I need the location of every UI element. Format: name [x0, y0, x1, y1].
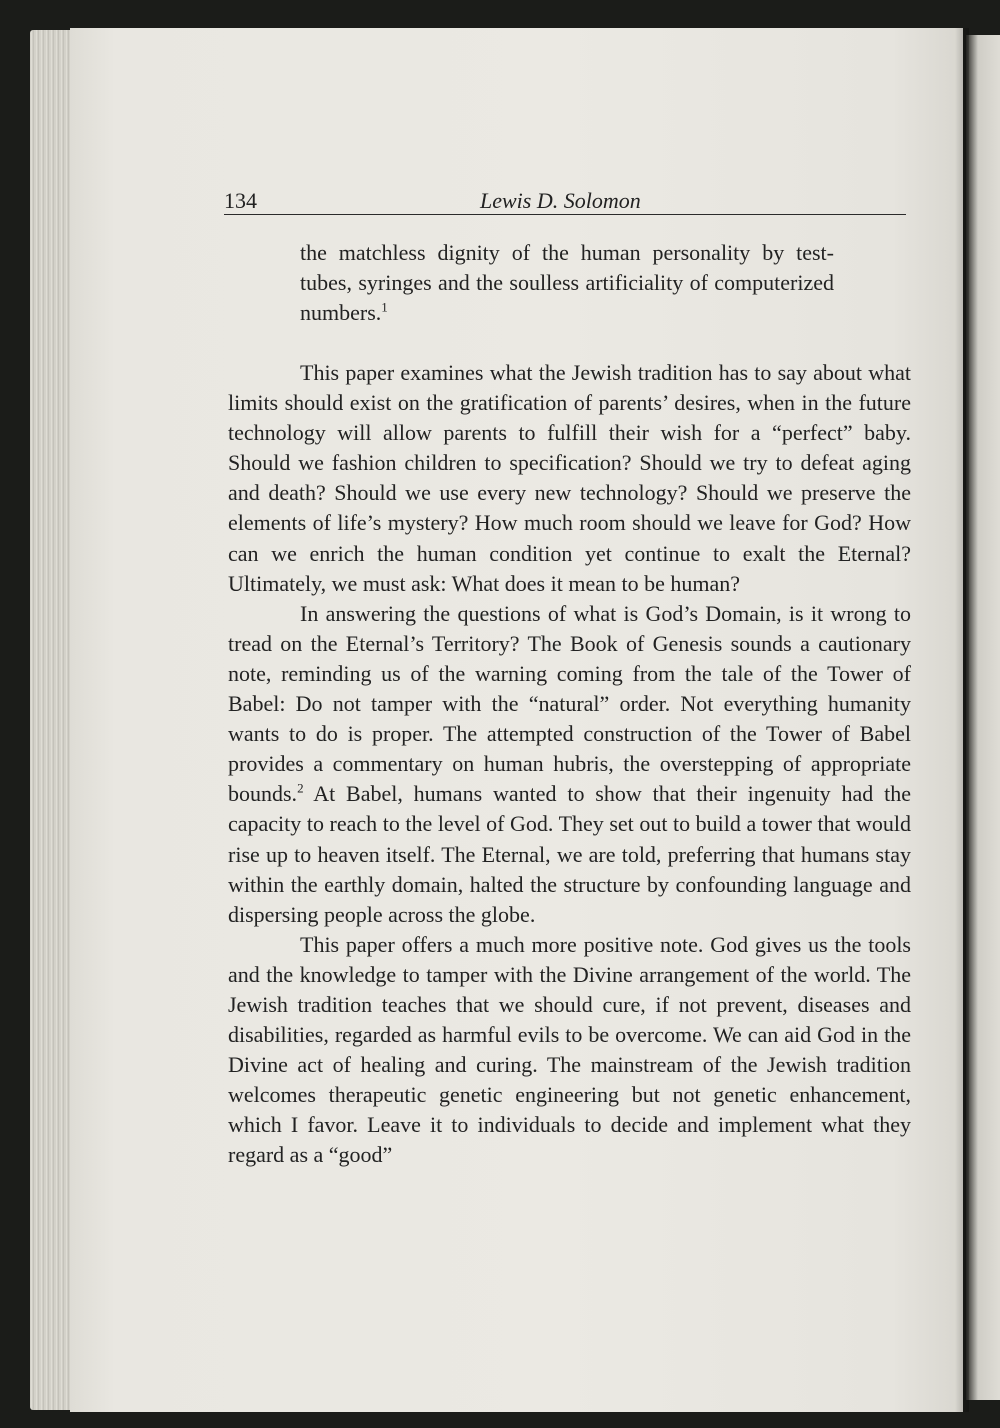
paragraph-3: This paper offers a much more positive note. God gives us the tools and the knowledge to tamper with the Divine arrangement of the world. The Jewish tradition teaches that we should cure, if not prevent, diseases and disabilities, regarded as harmful evils to be overcome. We can aid God in the Divine act of healing and curing. The mainstream of the Jewish tradition welcomes therapeutic genetic engineering but not genetic enhancement, which I favor. Leave it to individuals to decide and implement what they regard as a “good”: [228, 931, 911, 1168]
footnote-marker-2: 2: [297, 780, 304, 796]
footnote-marker-1: 1: [381, 299, 388, 315]
paragraph-1: This paper examines what the Jewish tradition has to say about what limits should exist on the gratification of parents’ desires, when in the future technology will allow parents to fulfill their wish for a “perfect” baby. Should we fashion children to specification? Should we try to defeat aging and death? Should we use every new technology? Should we preserve the elements of life’s mystery? How much room should we leave for God? How can we enrich the human condition yet continue to exalt the Eternal? Ultimately, we must ask: What does it mean to be human?: [228, 360, 911, 596]
block-quote-text: the matchless dignity of the human personality by test-tubes, syringes and the soulless artificiality of computerized numbers.: [300, 240, 834, 325]
page-header: [224, 188, 906, 215]
paragraph-2-text-before: In answering the questions of what is God’s Domain, is it wrong to tread on the Eternal’s Territory? The Book of Genesis sounds a cautionary note, reminding us of the warning coming from the tale of the Tower of Babel: Do not tamper with the “natural” order. Not everything humanity wants to do is proper. The attempted construction of the Tower of Babel provides a commentary on human hubris, the overstepping of appropriate bounds.: [228, 600, 911, 807]
body-text: [228, 238, 911, 1171]
facing-page-edge: [966, 35, 1000, 1400]
block-quote: [300, 238, 834, 328]
gutter-shadow: [955, 28, 969, 1412]
running-head: Lewis D. Solomon: [480, 188, 641, 213]
paragraph-2: [228, 599, 911, 930]
paragraph-2-text-after: At Babel, humans wanted to show that their ingenuity had the capacity to reach to the level of God. They set out to build a tower that would rise up to heaven itself. The Eternal, we are told, preferring that humans stay within the earthly domain, halted the structure by confounding language and dispersing people across the globe.: [228, 781, 911, 927]
page-number: 134: [224, 188, 257, 213]
